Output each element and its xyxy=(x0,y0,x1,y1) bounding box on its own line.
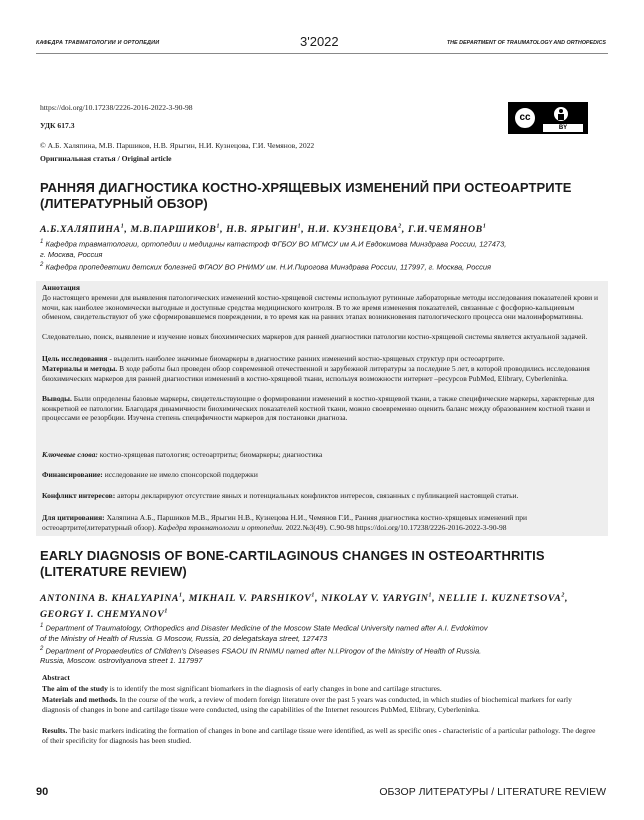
abstract-paragraph-ru: До настоящего времени для выявления патологических изменений костно-хрящевой системы используют рутинные лабораторные методы исследования показателей крови и мочи, как наиболее экономически выгодные и доступные средства медицинского контроля. В то же время изменения показателей, связанные с фосфорно-кальциевым обменом, свидетельствуют об уже сформировавшемся повреждении, в то время как на ранних этапах возникновения патологического процесса они малоинформативны. xyxy=(42,293,599,322)
abstract-aim-en: The aim of the study is to identify the most significant biomarkers in the diagnosis of early changes in bone and cartilage structures. xyxy=(42,684,442,693)
funding-ru: Финансирование: исследование не имело спонсорской поддержки xyxy=(42,470,258,479)
udk: УДК 617.3 xyxy=(40,121,75,130)
abstract-aim-ru: Цель исследования - выделить наиболее значимые биомаркеры в диагностике ранних изменений костно-хрящевых структур при остеоартрите. xyxy=(42,354,505,363)
author-ru: Н.В. ЯРЫГИН$^1$, xyxy=(226,224,308,236)
author-ru: А.Б.ХАЛЯПИНА$^1$, xyxy=(40,224,131,236)
authors-ru xyxy=(40,221,610,236)
author-ru: Н.И. КУЗНЕЦОВА$^2$, xyxy=(307,224,408,236)
page-number: 90 xyxy=(36,786,49,798)
title-en xyxy=(40,548,600,580)
running-header xyxy=(0,0,644,56)
cc-icon: cc xyxy=(513,106,537,130)
authors-en xyxy=(40,590,610,621)
doi-link[interactable]: https://doi.org/10.17238/2226-2016-2022-3-90-98 xyxy=(40,103,193,112)
conflict-ru: Конфликт интересов: авторы декларируют отсутствие явных и потенциальных конфликтов интересов, связанных с публикацией настоящей статьи. xyxy=(42,491,519,500)
cc-by-label: BY xyxy=(543,124,583,132)
author-en: ANTONINA B. KHALYAPINA$^1$, xyxy=(40,593,189,605)
title-ru-line2: (ЛИТЕРАТУРНЫЙ ОБЗОР) xyxy=(40,196,208,211)
author-en: NIKOLAY V. YARYGIN$^1$, xyxy=(321,593,439,605)
cc-license-badge[interactable] xyxy=(508,102,588,134)
title-ru-line1: РАННЯЯ ДИАГНОСТИКА КОСТНО-ХРЯЩЕВЫХ ИЗМЕНЕНИЙ ПРИ ОСТЕОАРТРИТЕ xyxy=(40,180,572,195)
abstract-heading-en: Abstract xyxy=(42,673,70,682)
author-en: NELLIE I. KUZNETSOVA$^2$, xyxy=(438,593,569,605)
abstract-methods-en: Materials and methods. In the course of the work, a review of modern foreign literature over the past 5 years was conducted, in which studies of biochemical markers for early diagnosis of changes in bone and cartilage tissue were conducted, using the capabilities of the Internet resources PubMed, Elibrary, Cyberleninka. xyxy=(42,695,572,714)
header-issue: 3'2022 xyxy=(300,34,339,49)
copyright: © А.Б. Халяпина, М.В. Паршиков, Н.В. Ярыгин, Н.И. Кузнецова, Г.И. Чемянов, 2022 xyxy=(40,141,315,150)
title-ru xyxy=(40,180,600,212)
citation-ru: Для цитирования: Халяпина А.Б., Паршиков М.В., Ярыгин Н.В., Кузнецова Н.И., Чемянов Г.И., Ранняя диагностика костно-хрящевых изменений при остеоартрите(литературный обзор). Кафедра травматологии и ортопедии. 2022.№3(49). С.90-98 https://doi.org/10.17238/2226-2016-2022-3-90-98 xyxy=(42,513,527,532)
article-type: Оригинальная статья / Original article xyxy=(40,154,172,163)
author-ru: Г.И.ЧЕМЯНОВ$^1$ xyxy=(407,224,487,236)
abstract-paragraph-ru: Следовательно, поиск, выявление и изучение новых биохимических маркеров для ранней диагностики патологии костно-хрящевой системы является актуальной задачей. xyxy=(42,332,588,341)
footer-section: ОБЗОР ЛИТЕРАТУРЫ / LITERATURE REVIEW xyxy=(379,786,606,798)
attribution-person-icon xyxy=(553,106,569,122)
abstract-heading-ru: Аннотация xyxy=(42,283,80,292)
abstract-results-ru: Выводы. Были определены базовые маркеры, свидетельствующие о формировании изменений в костно-хрящевой ткани, а также специфические маркеры, характерные для конкретной ее патологии. Благодаря динамичности биохимических показателей костной ткани, можно своевременно оценить баланс между образованием костной ткани и процессами ее резорбции. Изучена степень специфичности маркеров для постановки диагноза. xyxy=(42,394,595,423)
abstract-results-en: Results. The basic markers indicating the formation of changes in bone and cartilage tissue were identified, as well as specific ones - characteristic of a particular pathology. The degree of their specificity for diagnosis has been studied. xyxy=(42,726,596,745)
author-ru: М.В.ПАРШИКОВ$^1$, xyxy=(130,224,227,236)
header-department-ru: КАФЕДРА ТРАВМАТОЛОГИИ И ОРТОПЕДИИ xyxy=(36,40,160,46)
title-en-line2: (LITERATURE REVIEW) xyxy=(40,564,187,579)
title-en-line1: EARLY DIAGNOSIS OF BONE-CARTILAGINOUS CHANGES IN OSTEOARTHRITIS xyxy=(40,548,545,563)
abstract-methods-ru: Материалы и методы. В ходе работы был проведен обзор современной отечественной и зарубежной литературы за последние 5 лет, в которой проводились исследования биохимических маркеров для ранней диагностики изменений в костно-хрящевой ткани, используя возможности интернет –ресурсов PubMed, Elibrary, Cyberleninka. xyxy=(42,364,590,383)
keywords-ru: Ключевые слова: костно-хрящевая патология; остеоартриты; биомаркеры; диагностика xyxy=(42,450,323,459)
header-department-en: THE DEPARTMENT OF TRAUMATOLOGY AND ORTHOPEDICS xyxy=(446,40,606,46)
author-en: GEORGY I. CHEMYANOV$^1$ xyxy=(40,608,168,620)
author-en: MIKHAIL V. PARSHIKOV$^1$, xyxy=(188,593,322,605)
affiliations-ru: $^1$ Кафедра травматологии, ортопедии и медицины катастроф ФГБОУ ВО МГМСУ им А.И Евдокимова Минздрава России, 127473, г. Москва, Россия $^2$ Кафедра пропедевтики детских болезней ФГАОУ ВО РНИМУ им. Н.И.Пирогова Минздрава России, 117997, г. Москва, Россия xyxy=(40,239,507,271)
affiliations-en: $^1$ Department of Traumatology, Orthopedics and Disaster Medicine of the Moscow State Medical University named after A.I. Evdokimov of the Ministry of Health of Russia. G Moscow, Russia, 20 delegatskaya street, 127473 $^2$ Department of Propaedeutics of Children's Diseases FSAOU IN RNIMU named after N.I.Pirogov of the Ministry of Health of Russia. Russia, Moscow. ostrovityanova street 1. 117997 xyxy=(40,623,488,665)
header-rule xyxy=(36,53,608,54)
